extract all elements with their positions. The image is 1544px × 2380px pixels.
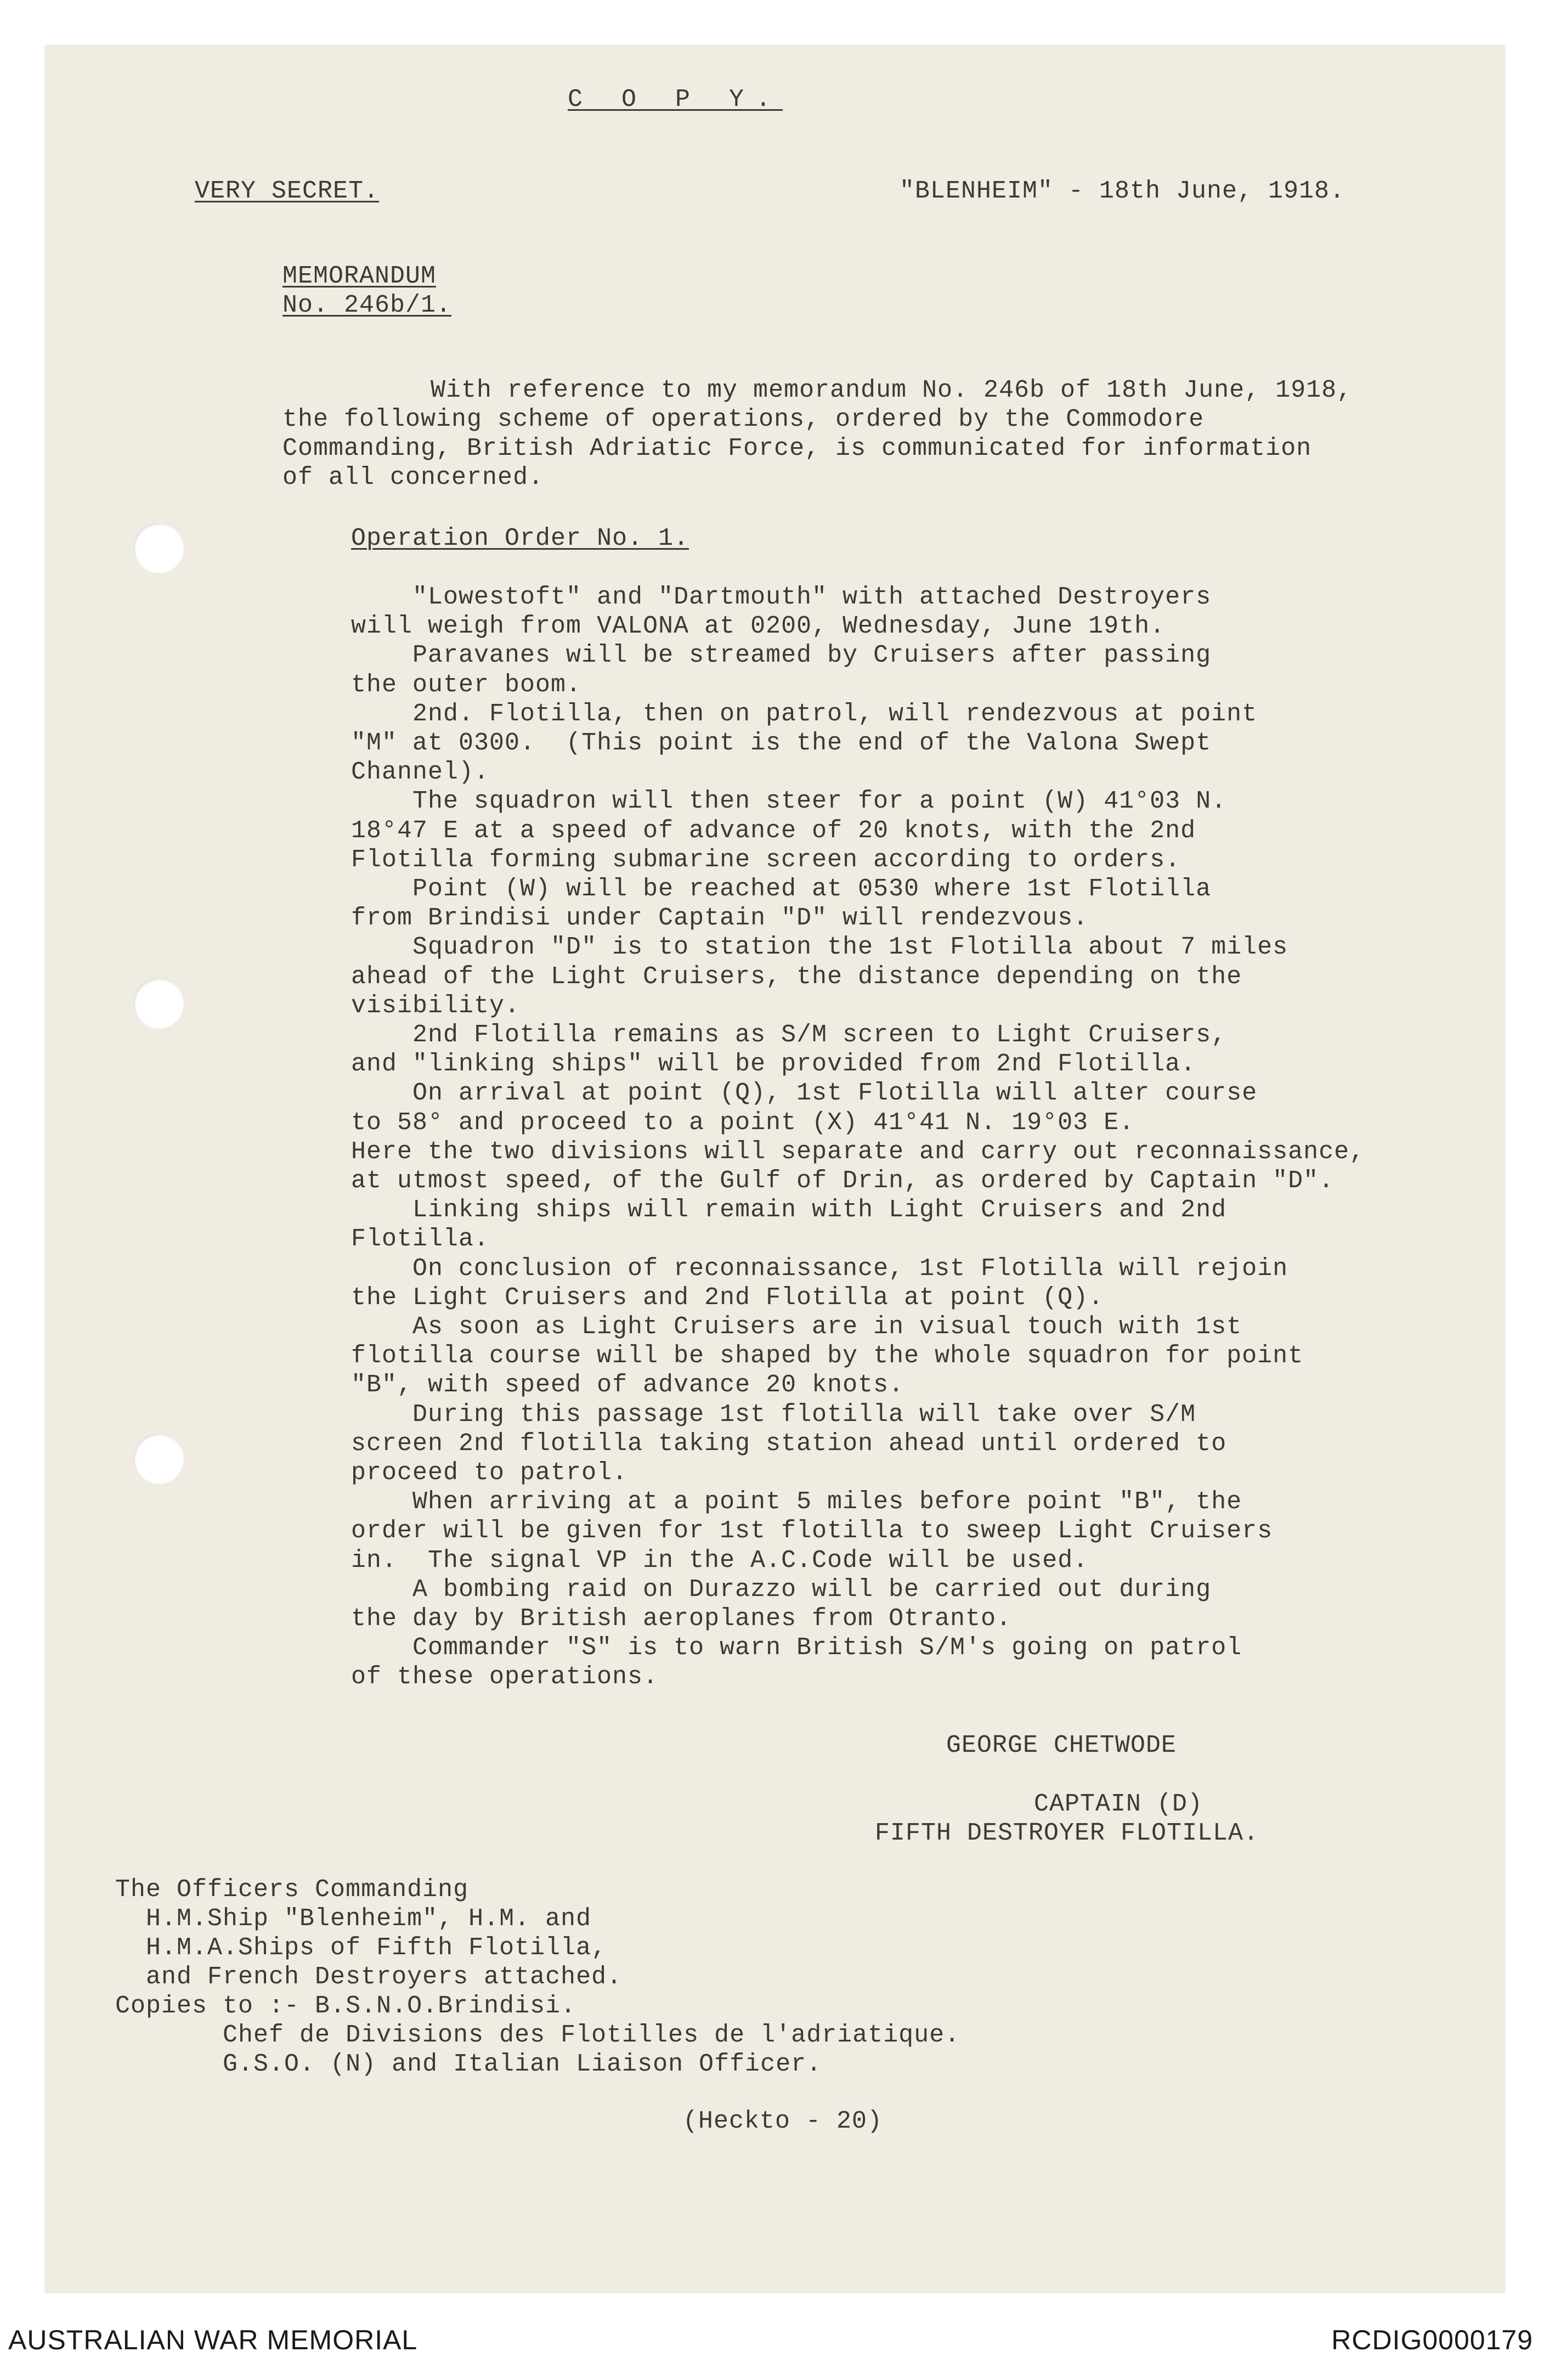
order-line: the outer boom. [351, 670, 582, 699]
order-line: the day by British aeroplanes from Otranto. [351, 1605, 1012, 1633]
order-line: proceed to patrol. [351, 1459, 628, 1487]
order-line: in. The signal VP in the A.C.Code will be used. [351, 1546, 1089, 1575]
distribution-line: G.S.O. (N) and Italian Liaison Officer. [115, 2050, 822, 2078]
copy-heading: C O P Y. [568, 86, 783, 114]
order-line: On conclusion of reconnaissance, 1st Flotilla will rejoin [351, 1254, 1288, 1283]
footer-reference-id: RCDIG0000179 [1331, 2325, 1533, 2355]
order-line: will weigh from VALONA at 0200, Wednesday, June 19th. [351, 612, 1166, 641]
order-line: flotilla course will be shaped by the whole squadron for point [351, 1342, 1304, 1371]
order-line: 18°47 E at a speed of advance of 20 knots, with the 2nd [351, 816, 1196, 845]
signature-name: GEORGE CHETWODE [946, 1732, 1177, 1759]
intro-line: With reference to my memorandum No. 246b of 18th June, 1918, [431, 376, 1353, 404]
order-line: Flotilla forming submarine screen according to orders. [351, 845, 1181, 874]
distribution-line: The Officers Commanding [115, 1876, 469, 1904]
punch-hole [133, 1434, 184, 1484]
order-line: Point (W) will be reached at 0530 where 1st Flotilla [351, 875, 1212, 903]
order-line: screen 2nd flotilla taking station ahead until ordered to [351, 1429, 1227, 1458]
order-line: "B", with speed of advance 20 knots. [351, 1371, 904, 1400]
order-line: of these operations. [351, 1663, 659, 1691]
order-line: to 58° and proceed to a point (X) 41°41 N. 19°03 E. [351, 1108, 1135, 1137]
memo-number: No. 246b/1. [282, 291, 452, 319]
order-line: Here the two divisions will separate and carry out reconnaissance, [351, 1137, 1365, 1166]
order-line: 2nd Flotilla remains as S/M screen to Light Cruisers, [351, 1021, 1227, 1049]
distribution-line: H.M.A.Ships of Fifth Flotilla, [115, 1934, 607, 1962]
footer-archive-name: AUSTRALIAN WAR MEMORIAL [8, 2325, 418, 2355]
order-line: visibility. [351, 991, 521, 1020]
intro-line: Commanding, British Adriatic Force, is communicated for information [282, 435, 1312, 463]
classification-label: VERY SECRET. [195, 177, 380, 205]
order-line: Squadron "D" is to station the 1st Flotilla about 7 miles [351, 933, 1288, 962]
intro-line: of all concerned. [282, 464, 544, 492]
order-line: Linking ships will remain with Light Cruisers and 2nd [351, 1196, 1227, 1225]
order-line: A bombing raid on Durazzo will be carried out during [351, 1575, 1212, 1604]
distribution-line: H.M.Ship "Blenheim", H.M. and [115, 1905, 592, 1933]
order-line: As soon as Light Cruisers are in visual touch with 1st [351, 1313, 1242, 1341]
order-line: order will be given for 1st flotilla to sweep Light Cruisers [351, 1517, 1273, 1546]
memo-title: MEMORANDUM [282, 262, 437, 290]
order-line: "M" at 0300. (This point is the end of the Valona Swept [351, 729, 1212, 757]
date-line: "BLENHEIM" - 18th June, 1918. [900, 177, 1345, 205]
order-line: Flotilla. [351, 1225, 490, 1254]
order-line: from Brindisi under Captain "D" will rendezvous. [351, 904, 1089, 933]
order-line: at utmost speed, of the Gulf of Drin, as ordered by Captain "D". [351, 1167, 1334, 1195]
order-line: and "linking ships" will be provided from 2nd Flotilla. [351, 1050, 1196, 1079]
order-line: Channel). [351, 758, 490, 787]
order-line: 2nd. Flotilla, then on patrol, will rendezvous at point [351, 700, 1258, 728]
operation-order-title: Operation Order No. 1. [351, 524, 689, 552]
punch-hole [133, 978, 184, 1029]
order-line: The squadron will then steer for a point (W) 41°03 N. [351, 787, 1227, 816]
order-line: When arriving at a point 5 miles before point "B", the [351, 1488, 1242, 1516]
distribution-line: Copies to :- B.S.N.O.Brindisi. [115, 1992, 576, 2020]
order-line: Commander "S" is to warn British S/M's going on patrol [351, 1634, 1242, 1662]
signature-unit: FIFTH DESTROYER FLOTILLA. [875, 1819, 1259, 1847]
order-line: ahead of the Light Cruisers, the distance depending on the [351, 962, 1242, 991]
distribution-line: Chef de Divisions des Flotilles de l'adriatique. [115, 2021, 960, 2049]
intro-line: the following scheme of operations, ordered by the Commodore [282, 405, 1204, 433]
order-line: On arrival at point (Q), 1st Flotilla will alter course [351, 1079, 1258, 1108]
signature-rank: CAPTAIN (D) [1034, 1790, 1203, 1818]
order-line: "Lowestoft" and "Dartmouth" with attached Destroyers [351, 583, 1212, 611]
order-line: Paravanes will be streamed by Cruisers after passing [351, 641, 1212, 670]
distribution-line: and French Destroyers attached. [115, 1963, 623, 1991]
copy-note: (Heckto - 20) [683, 2107, 883, 2135]
punch-hole [133, 523, 184, 573]
order-line: the Light Cruisers and 2nd Flotilla at point (Q). [351, 1283, 1104, 1312]
order-line: During this passage 1st flotilla will take over S/M [351, 1400, 1196, 1429]
